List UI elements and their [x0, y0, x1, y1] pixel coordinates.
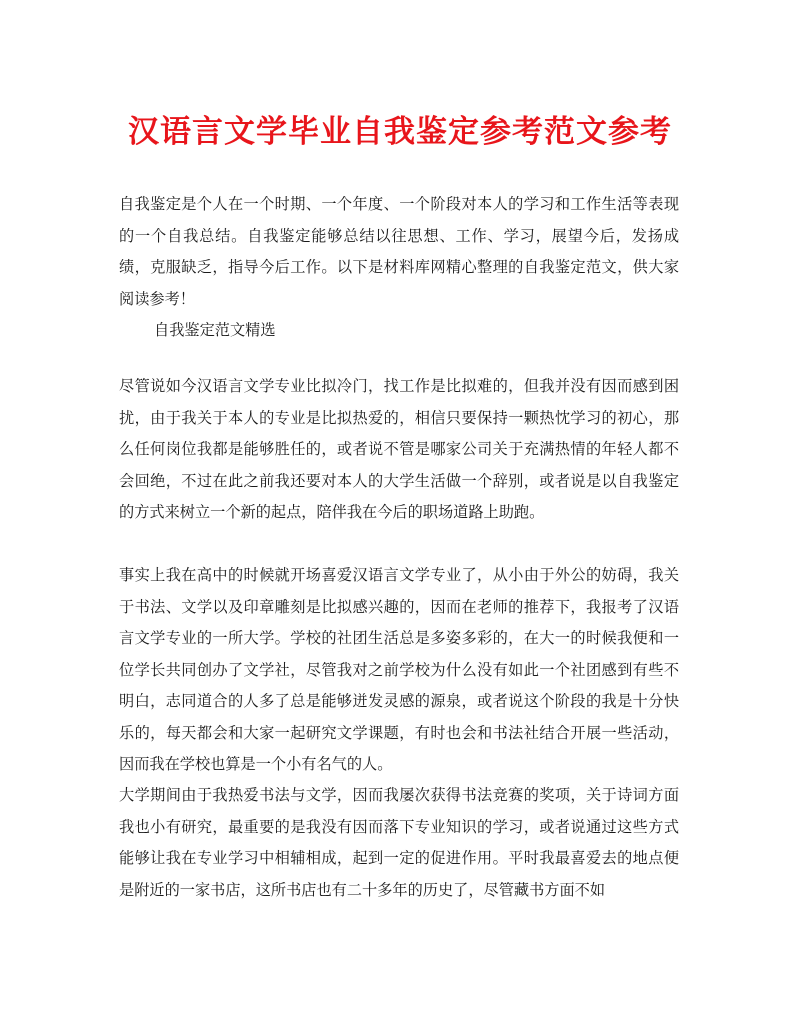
document-title: 汉语言文学毕业自我鉴定参考范文参考 [128, 114, 672, 150]
section-heading: 自我鉴定范文精选 [154, 321, 276, 339]
body-paragraph: 尽管说如今汉语言文学专业比拟冷门，找工作是比拟难的，但我并没有因而感到困扰，由于我关于本人的专业是比拟热爱的，相信只要保持一颗热忱学习的初心，那么任何岗位我都是能够胜任的，或者说不管是哪家公司关于充满热情的年轻人都不会回绝，不过在此之前我还要对本人的大学生活做一个辞别，或者说是以自我鉴定的方式来树立一个新的起点，陪伴我在今后的职场道路上助跑。 [119, 377, 679, 521]
intro-paragraph: 自我鉴定是个人在一个时期、一个年度、一个阶段对本人的学习和工作生活等表现的一个自我总结。自我鉴定能够总结以往思想、工作、学习，展望今后，发扬成绩，克服缺乏，指导今后工作。以下是材料库网精心整理的自我鉴定范文，供大家阅读参考！ [119, 195, 679, 308]
body-paragraph: 事实上我在高中的时候就开场喜爱汉语言文学专业了，从小由于外公的妨碍，我关于书法、文学以及印章雕刻是比拟感兴趣的，因而在老师的推荐下，我报考了汉语言文学专业的一所大学。学校的社团生活总是多姿多彩的，在大一的时候我便和一位学长共同创办了文学社，尽管我对之前学校为什么没有如此一个社团感到有些不明白，志同道合的人多了总是能够迸发灵感的源泉，或者说这个阶段的我是十分快乐的，每天都会和大家一起研究文学课题，有时也会和书法社结合开展一些活动，因而我在学校也算是一个小有名气的人。 [119, 566, 679, 773]
body-paragraph: 大学期间由于我热爱书法与文学，因而我屡次获得书法竞赛的奖项，关于诗词方面我也小有研究，最重要的是我没有因而落下专业知识的学习，或者说通过这些方式能够让我在专业学习中相辅相成，起到一定的促进作用。平时我最喜爱去的地点便是附近的一家书店，这所书店也有二十多年的历史了，尽管藏书方面不如 [119, 786, 679, 899]
